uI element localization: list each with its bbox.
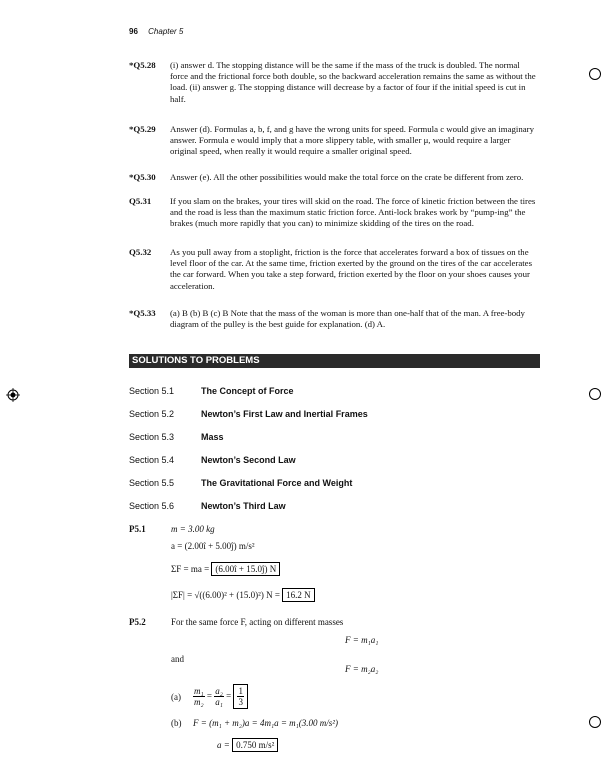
section-title: The Gravitational Force and Weight: [201, 478, 353, 488]
part-b-label: (b): [171, 718, 182, 728]
section-title: Newton’s Second Law: [201, 455, 296, 465]
mass-equation: m = 3.00 kg: [171, 524, 215, 534]
section-row: [129, 455, 296, 465]
section-number: Section 5.1: [129, 386, 175, 396]
equation-lhs: |ΣF| = √((6.00)² + (15.0)²) N =: [171, 590, 280, 600]
equation-1: F = m₁a₁: [345, 635, 379, 645]
hole-punch-icon: [589, 388, 601, 400]
registration-mark-icon: [6, 388, 20, 402]
question-text: Answer (d). Formulas a, b, f, and g have the wrong units for speed. Formula c would give an imaginary answer. Formula e would imply that a more slippery table, with smaller μ, would require a larger original speed, when really it would require a smaller original speed.: [170, 124, 535, 157]
section-row: [129, 478, 352, 488]
answer-box: 0.750 m/s²: [232, 738, 278, 752]
section-row: [129, 432, 224, 442]
section-row: [129, 409, 368, 419]
section-title: The Concept of Force: [201, 386, 294, 396]
part-b-equation: F = (m₁ + m₂)a = 4m₁a = m₁(3.00 m/s²): [193, 718, 338, 728]
ratio-equation: $\frac{\text{m₁}}{\text{m₂}}$ = $\frac{\text{a₂}}{\text{a₁}}$ = $\frac{1}{3}$: [193, 684, 248, 709]
problem-intro: For the same force F, acting on different masses: [171, 617, 344, 627]
answer-box: $\frac{1}{3}$: [233, 684, 248, 709]
question-label: *Q5.28: [129, 60, 156, 70]
section-number: Section 5.4: [129, 455, 175, 465]
mass-ratio: $\frac{\text{m₁}}{\text{m₂}}$: [194, 686, 204, 707]
section-title: Newton’s First Law and Inertial Frames: [201, 409, 368, 419]
solutions-heading: SOLUTIONS TO PROBLEMS: [129, 354, 540, 368]
question-text: If you slam on the brakes, your tires will skid on the road. The force of kinetic friction between the tires and the road is less than the maximum static friction force. Anti-lock brakes work by “pump-ing” the brakes (much more rapidly that you can) to minimize skidding of the tires on the road.: [170, 196, 536, 229]
part-a-label: (a): [171, 692, 181, 702]
section-number: Section 5.5: [129, 478, 175, 488]
section-number: Section 5.3: [129, 432, 175, 442]
net-force-equation: [171, 564, 280, 574]
equation-lhs: a =: [217, 740, 230, 750]
section-title: Newton’s Third Law: [201, 501, 286, 511]
question-label: Q5.31: [129, 196, 152, 206]
force-magnitude-equation: [171, 590, 315, 600]
page-header: [129, 27, 183, 36]
question-q5-30: [129, 172, 539, 183]
question-text: Answer (e). All the other possibilities would make the total force on the crate be different from zero.: [170, 172, 524, 182]
problem-label: P5.1: [129, 524, 146, 534]
section-number: Section 5.2: [129, 409, 175, 419]
accel-ratio: $\frac{\text{a₂}}{\text{a₁}}$: [215, 686, 223, 707]
answer-box: 16.2 N: [282, 588, 315, 602]
equation-2: F = m₂a₂: [345, 664, 379, 674]
question-q5-28: [129, 60, 539, 105]
and-text: and: [171, 654, 184, 664]
question-label: *Q5.30: [129, 172, 156, 182]
question-label: *Q5.29: [129, 124, 156, 134]
section-title: Mass: [201, 432, 224, 442]
question-text: (a) B (b) B (c) B Note that the mass of the woman is more than one-half that of the man. A free-body diagram of the pulley is the best guide for explanation. (d) A.: [170, 308, 525, 330]
chapter-title: Chapter 5: [148, 27, 184, 36]
question-label: *Q5.33: [129, 308, 156, 318]
question-q5-31: [129, 196, 539, 230]
acceleration-equation: a = (2.00î + 5.00ĵ) m/s²: [171, 541, 255, 551]
section-row: [129, 386, 294, 396]
question-q5-32: [129, 247, 539, 292]
question-q5-29: [129, 124, 539, 158]
hole-punch-icon: [589, 716, 601, 728]
problem-label: P5.2: [129, 617, 146, 627]
part-b-result: [217, 740, 278, 750]
question-label: Q5.32: [129, 247, 152, 257]
question-text: (i) answer d. The stopping distance will be the same if the mass of the truck is doubled. The normal force and the frictional force both double, so the backward acceleration remains the same as without the load. (ii) answer g. The stopping distance will decrease by a factor of four if the initial speed is cut in half.: [170, 60, 536, 104]
question-text: As you pull away from a stoplight, friction is the force that accelerates forward a box of tissues on the level floor of the car. At the same time, friction exerted by the ground on the tires of the car accelerates the car forward. When you take a step forward, friction exerted by the floor on your shoes causes your acceleration.: [170, 247, 532, 291]
answer-box: (6.00î + 15.0ĵ) N: [211, 562, 280, 576]
section-row: [129, 501, 286, 511]
hole-punch-icon: [589, 68, 601, 80]
page-number: 96: [129, 27, 138, 36]
section-number: Section 5.6: [129, 501, 175, 511]
question-q5-33: [129, 308, 539, 330]
equation-lhs: ΣF = ma =: [171, 564, 210, 574]
